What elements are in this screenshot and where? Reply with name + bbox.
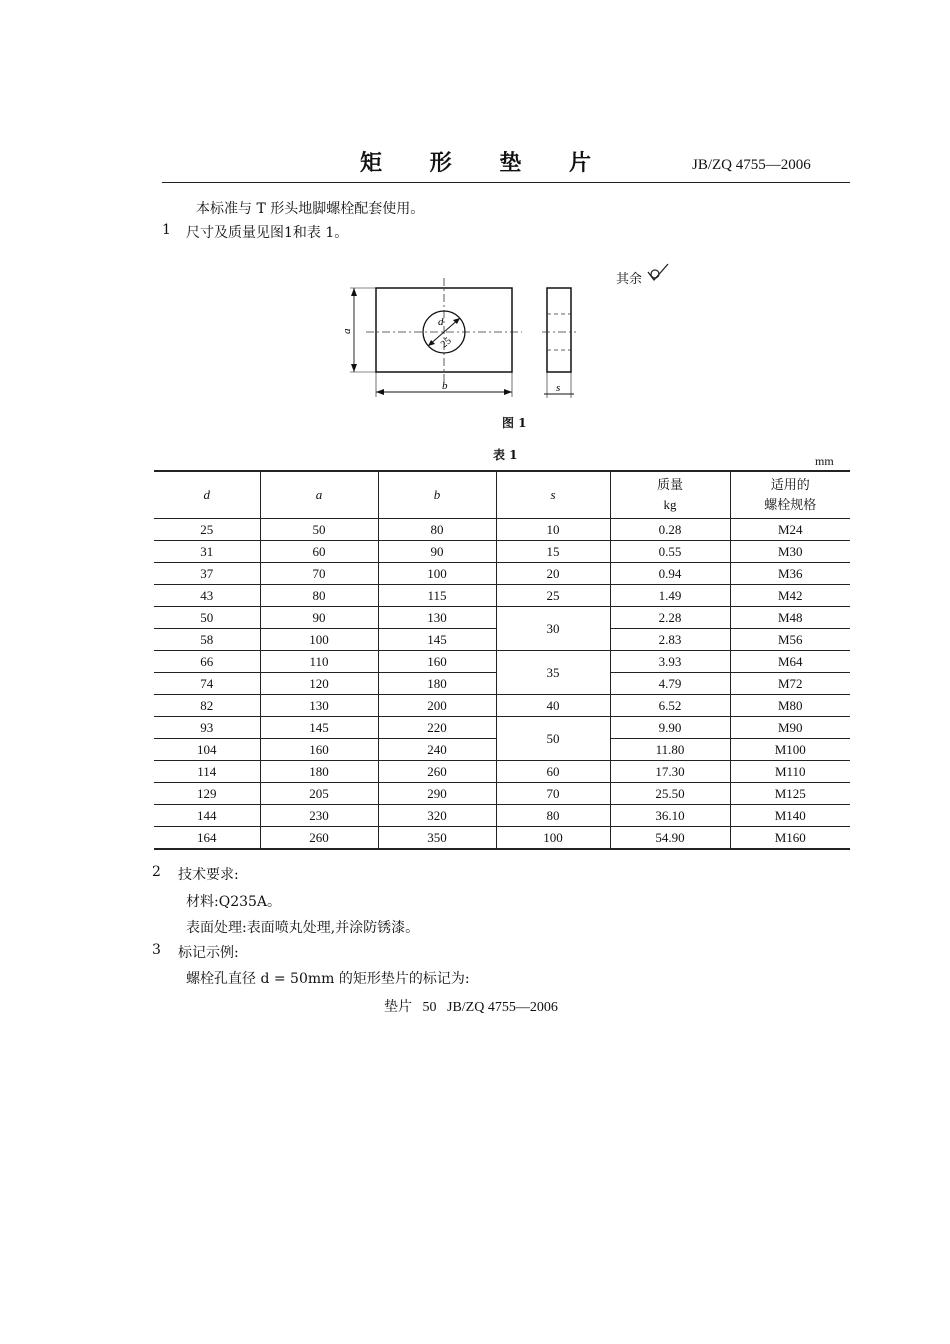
cell-bolt: M140 xyxy=(730,805,850,827)
figure-caption: 图 1 xyxy=(502,416,527,430)
cell-b: 260 xyxy=(378,761,496,783)
section-3-heading: 标记示例: xyxy=(178,945,239,961)
cell-a: 260 xyxy=(260,827,378,850)
cell-b: 90 xyxy=(378,541,496,563)
cell-mass: 2.28 xyxy=(610,607,730,629)
cell-d: 25 xyxy=(154,519,260,541)
cell-a: 230 xyxy=(260,805,378,827)
section-3-number: 3 xyxy=(152,942,161,958)
header-mass xyxy=(610,471,730,519)
header-rule xyxy=(162,182,850,183)
cell-a: 50 xyxy=(260,519,378,541)
dim-a-label: a xyxy=(341,328,353,334)
cell-mass: 36.10 xyxy=(610,805,730,827)
cell-b: 115 xyxy=(378,585,496,607)
table-row xyxy=(154,805,850,827)
header-d: d xyxy=(154,471,260,519)
cell-a: 120 xyxy=(260,673,378,695)
cell-b: 180 xyxy=(378,673,496,695)
header-bolt xyxy=(730,471,850,519)
cell-a: 60 xyxy=(260,541,378,563)
cell-a: 80 xyxy=(260,585,378,607)
cell-a: 180 xyxy=(260,761,378,783)
cell-d: 93 xyxy=(154,717,260,739)
cell-bolt: M42 xyxy=(730,585,850,607)
cell-s: 100 xyxy=(496,827,610,850)
cell-mass: 4.79 xyxy=(610,673,730,695)
cell-d: 31 xyxy=(154,541,260,563)
cell-bolt: M90 xyxy=(730,717,850,739)
cell-d: 43 xyxy=(154,585,260,607)
cell-b: 130 xyxy=(378,607,496,629)
cell-s: 35 xyxy=(496,651,610,695)
cell-d: 82 xyxy=(154,695,260,717)
cell-mass: 9.90 xyxy=(610,717,730,739)
roughness-value-label: 25 xyxy=(438,335,454,351)
header-s: s xyxy=(496,471,610,519)
cell-s: 15 xyxy=(496,541,610,563)
section-2-heading: 技术要求: xyxy=(178,867,239,883)
cell-d: 74 xyxy=(154,673,260,695)
intro-line: 本标准与 T 形头地脚螺栓配套使用。 xyxy=(196,201,425,217)
dim-d-label: d xyxy=(438,316,444,328)
cell-b: 220 xyxy=(378,717,496,739)
roughness-note: 其余 xyxy=(616,272,643,287)
dim-b-label: b xyxy=(442,380,448,392)
cell-bolt: M64 xyxy=(730,651,850,673)
cell-d: 50 xyxy=(154,607,260,629)
cell-d: 104 xyxy=(154,739,260,761)
table-row xyxy=(154,783,850,805)
section-2-number: 2 xyxy=(152,864,161,880)
cell-bolt: M36 xyxy=(730,563,850,585)
header-mass-line1: 质量 xyxy=(656,477,683,492)
cell-bolt: M80 xyxy=(730,695,850,717)
cell-s: 60 xyxy=(496,761,610,783)
cell-d: 58 xyxy=(154,629,260,651)
page-title: 矩 形 垫 片 xyxy=(360,150,611,176)
cell-bolt: M100 xyxy=(730,739,850,761)
cell-a: 90 xyxy=(260,607,378,629)
header-a: a xyxy=(260,471,378,519)
standard-number: JB/ZQ 4755—2006 xyxy=(692,157,811,173)
cell-a: 110 xyxy=(260,651,378,673)
cell-b: 80 xyxy=(378,519,496,541)
cell-b: 350 xyxy=(378,827,496,850)
table-unit: mm xyxy=(815,454,834,468)
cell-a: 160 xyxy=(260,739,378,761)
cell-b: 240 xyxy=(378,739,496,761)
cell-mass: 0.94 xyxy=(610,563,730,585)
table-row xyxy=(154,519,850,541)
cell-b: 200 xyxy=(378,695,496,717)
cell-d: 129 xyxy=(154,783,260,805)
cell-b: 320 xyxy=(378,805,496,827)
table-row xyxy=(154,827,850,850)
cell-a: 145 xyxy=(260,717,378,739)
cell-mass: 17.30 xyxy=(610,761,730,783)
cell-s: 20 xyxy=(496,563,610,585)
marking-example: 垫片 50 JB/ZQ 4755—2006 xyxy=(384,1000,558,1015)
cell-d: 164 xyxy=(154,827,260,850)
cell-mass: 0.28 xyxy=(610,519,730,541)
table-row xyxy=(154,541,850,563)
cell-bolt: M24 xyxy=(730,519,850,541)
cell-bolt: M125 xyxy=(730,783,850,805)
cell-a: 70 xyxy=(260,563,378,585)
cell-d: 66 xyxy=(154,651,260,673)
cell-a: 100 xyxy=(260,629,378,651)
cell-s: 30 xyxy=(496,607,610,651)
roughness-symbol-icon xyxy=(646,262,676,284)
washer-side-view xyxy=(547,288,571,372)
cell-bolt: M160 xyxy=(730,827,850,850)
table-caption: 表 1 xyxy=(493,448,518,462)
material-line: 材料:Q235A。 xyxy=(186,894,282,910)
dimension-table xyxy=(154,470,850,850)
marking-example-text: 螺栓孔直径 d = 50mm 的矩形垫片的标记为: xyxy=(186,971,470,987)
cell-d: 114 xyxy=(154,761,260,783)
table-header-row xyxy=(154,471,850,519)
cell-d: 144 xyxy=(154,805,260,827)
header-b: b xyxy=(378,471,496,519)
cell-mass: 11.80 xyxy=(610,739,730,761)
header-bolt-line1: 适用的 xyxy=(770,477,810,492)
cell-s: 50 xyxy=(496,717,610,761)
cell-s: 80 xyxy=(496,805,610,827)
cell-a: 130 xyxy=(260,695,378,717)
cell-mass: 25.50 xyxy=(610,783,730,805)
dim-s-label: s xyxy=(556,382,561,394)
table-row xyxy=(154,563,850,585)
cell-mass: 1.49 xyxy=(610,585,730,607)
header-mass-line2: kg xyxy=(663,497,677,512)
table-row xyxy=(154,585,850,607)
cell-mass: 3.93 xyxy=(610,651,730,673)
table-row xyxy=(154,607,850,629)
table-row xyxy=(154,695,850,717)
cell-mass: 0.55 xyxy=(610,541,730,563)
cell-mass: 6.52 xyxy=(610,695,730,717)
cell-bolt: M48 xyxy=(730,607,850,629)
cell-s: 10 xyxy=(496,519,610,541)
cell-a: 205 xyxy=(260,783,378,805)
cell-b: 100 xyxy=(378,563,496,585)
washer-drawing xyxy=(340,262,590,407)
cell-b: 160 xyxy=(378,651,496,673)
cell-mass: 2.83 xyxy=(610,629,730,651)
table-row xyxy=(154,761,850,783)
table-row xyxy=(154,717,850,739)
cell-b: 145 xyxy=(378,629,496,651)
section-1-number: 1 xyxy=(162,222,171,238)
cell-d: 37 xyxy=(154,563,260,585)
cell-mass: 54.90 xyxy=(610,827,730,850)
surface-treatment-line: 表面处理:表面喷丸处理,并涂防锈漆。 xyxy=(186,920,420,936)
cell-b: 290 xyxy=(378,783,496,805)
cell-bolt: M72 xyxy=(730,673,850,695)
cell-s: 70 xyxy=(496,783,610,805)
cell-bolt: M110 xyxy=(730,761,850,783)
section-1-text: 尺寸及质量见图1和表 1。 xyxy=(186,225,349,241)
table-row xyxy=(154,651,850,673)
cell-s: 25 xyxy=(496,585,610,607)
table-body xyxy=(154,519,850,850)
cell-bolt: M30 xyxy=(730,541,850,563)
cell-bolt: M56 xyxy=(730,629,850,651)
cell-s: 40 xyxy=(496,695,610,717)
header-bolt-line2: 螺栓规格 xyxy=(764,497,817,512)
